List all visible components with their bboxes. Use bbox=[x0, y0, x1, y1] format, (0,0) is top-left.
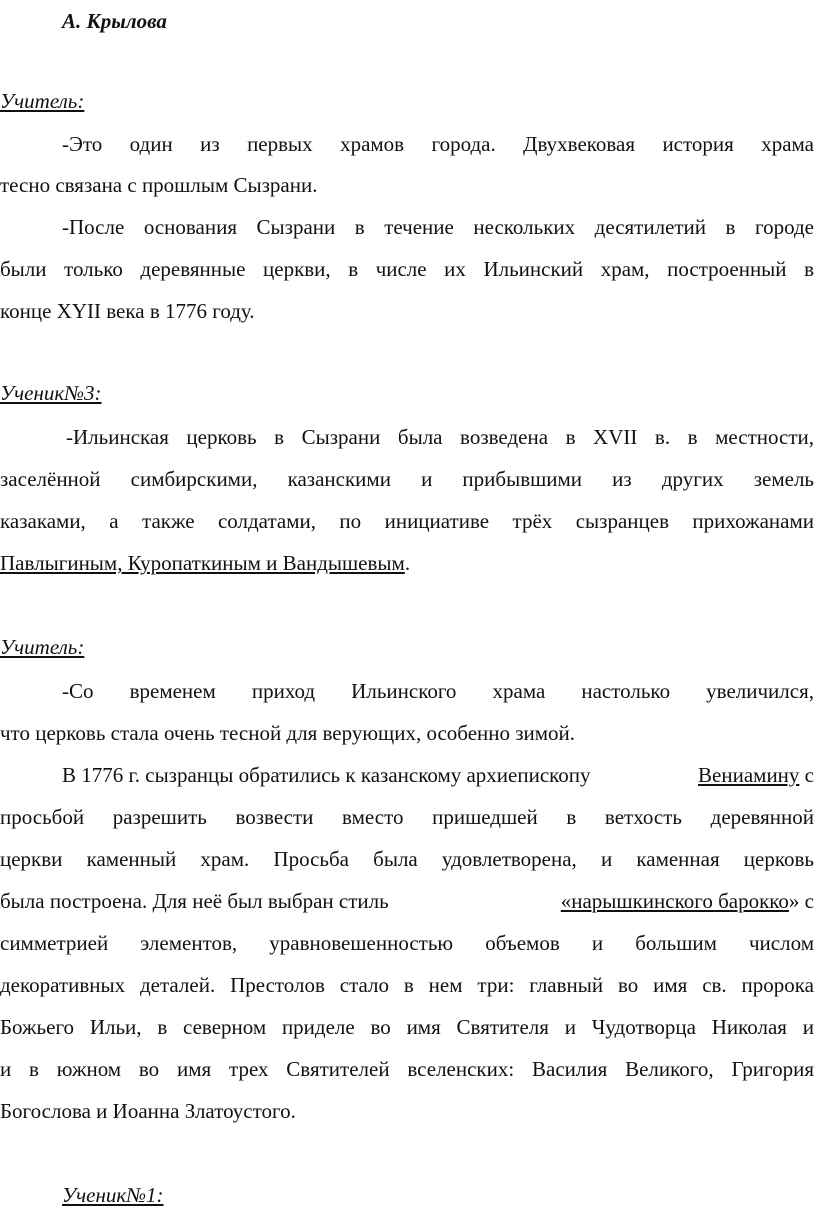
speaker-label: Ученик№1: bbox=[62, 1183, 164, 1207]
paragraph-line bbox=[62, 762, 814, 788]
paragraph-line: -Ильинская церковь в Сызрани была возведена в XVII в. в местности, bbox=[66, 425, 814, 449]
paragraph-line: и в южном во имя трех Святителей вселенских: Василия Великого, Григория bbox=[0, 1057, 814, 1081]
paragraph-line: конце XYII века в 1776 году. bbox=[0, 299, 255, 323]
text-segment: была построена. Для неё был выбран стиль bbox=[0, 889, 389, 913]
period-text: . bbox=[404, 551, 411, 575]
speaker-label: Учитель: bbox=[0, 89, 85, 113]
text-segment: В 1776 г. сызранцы обратились к казанскому архиепископу bbox=[62, 763, 591, 787]
author-name: А. Крылова bbox=[62, 9, 167, 33]
paragraph-line bbox=[0, 550, 410, 576]
paragraph-line: что церковь стала очень тесной для верующих, особенно зимой. bbox=[0, 721, 576, 745]
paragraph-line: тесно связана с прошлым Сызрани. bbox=[0, 173, 318, 197]
names-link[interactable]: Павлыгиным, Куропаткиным и Вандышевым bbox=[0, 551, 405, 575]
paragraph-line: -После основания Сызрани в течение нескольких десятилетий в городе bbox=[62, 215, 814, 239]
veniamin-link[interactable]: Вениамину bbox=[698, 763, 800, 787]
paragraph-line: просьбой разрешить возвести вместо пришедшей в ветхость деревянной bbox=[0, 805, 814, 829]
text-segment: с bbox=[804, 763, 814, 787]
paragraph-line: заселённой симбирскими, казанскими и прибывшими из других земель bbox=[0, 467, 814, 491]
paragraph-line: -Со временем приход Ильинского храма настолько увеличился, bbox=[62, 679, 814, 703]
text-segment: » с bbox=[788, 889, 814, 913]
paragraph-line: церкви каменный храм. Просьба была удовлетворена, и каменная церковь bbox=[0, 847, 814, 871]
speaker-label: Учитель: bbox=[0, 635, 85, 659]
paragraph-line: декоративных деталей. Престолов стало в нем три: главный во имя св. пророка bbox=[0, 973, 814, 997]
paragraph-line: казаками, а также солдатами, по инициативе трёх сызранцев прихожанами bbox=[0, 509, 814, 533]
baroque-link[interactable]: «нарышкинского барокко bbox=[560, 889, 789, 913]
speaker-label: Ученик№3: bbox=[0, 381, 102, 405]
paragraph-line bbox=[0, 888, 814, 914]
paragraph-line: Божьего Ильи, в северном приделе во имя Святителя и Чудотворца Николая и bbox=[0, 1015, 814, 1039]
paragraph-line: -Это один из первых храмов города. Двухвековая история храма bbox=[62, 132, 814, 156]
paragraph-line: симметрией элементов, уравновешенностью объемов и большим числом bbox=[0, 931, 814, 955]
paragraph-line: Богослова и Иоанна Златоустого. bbox=[0, 1099, 296, 1123]
paragraph-line: были только деревянные церкви, в числе их Ильинский храм, построенный в bbox=[0, 257, 814, 281]
